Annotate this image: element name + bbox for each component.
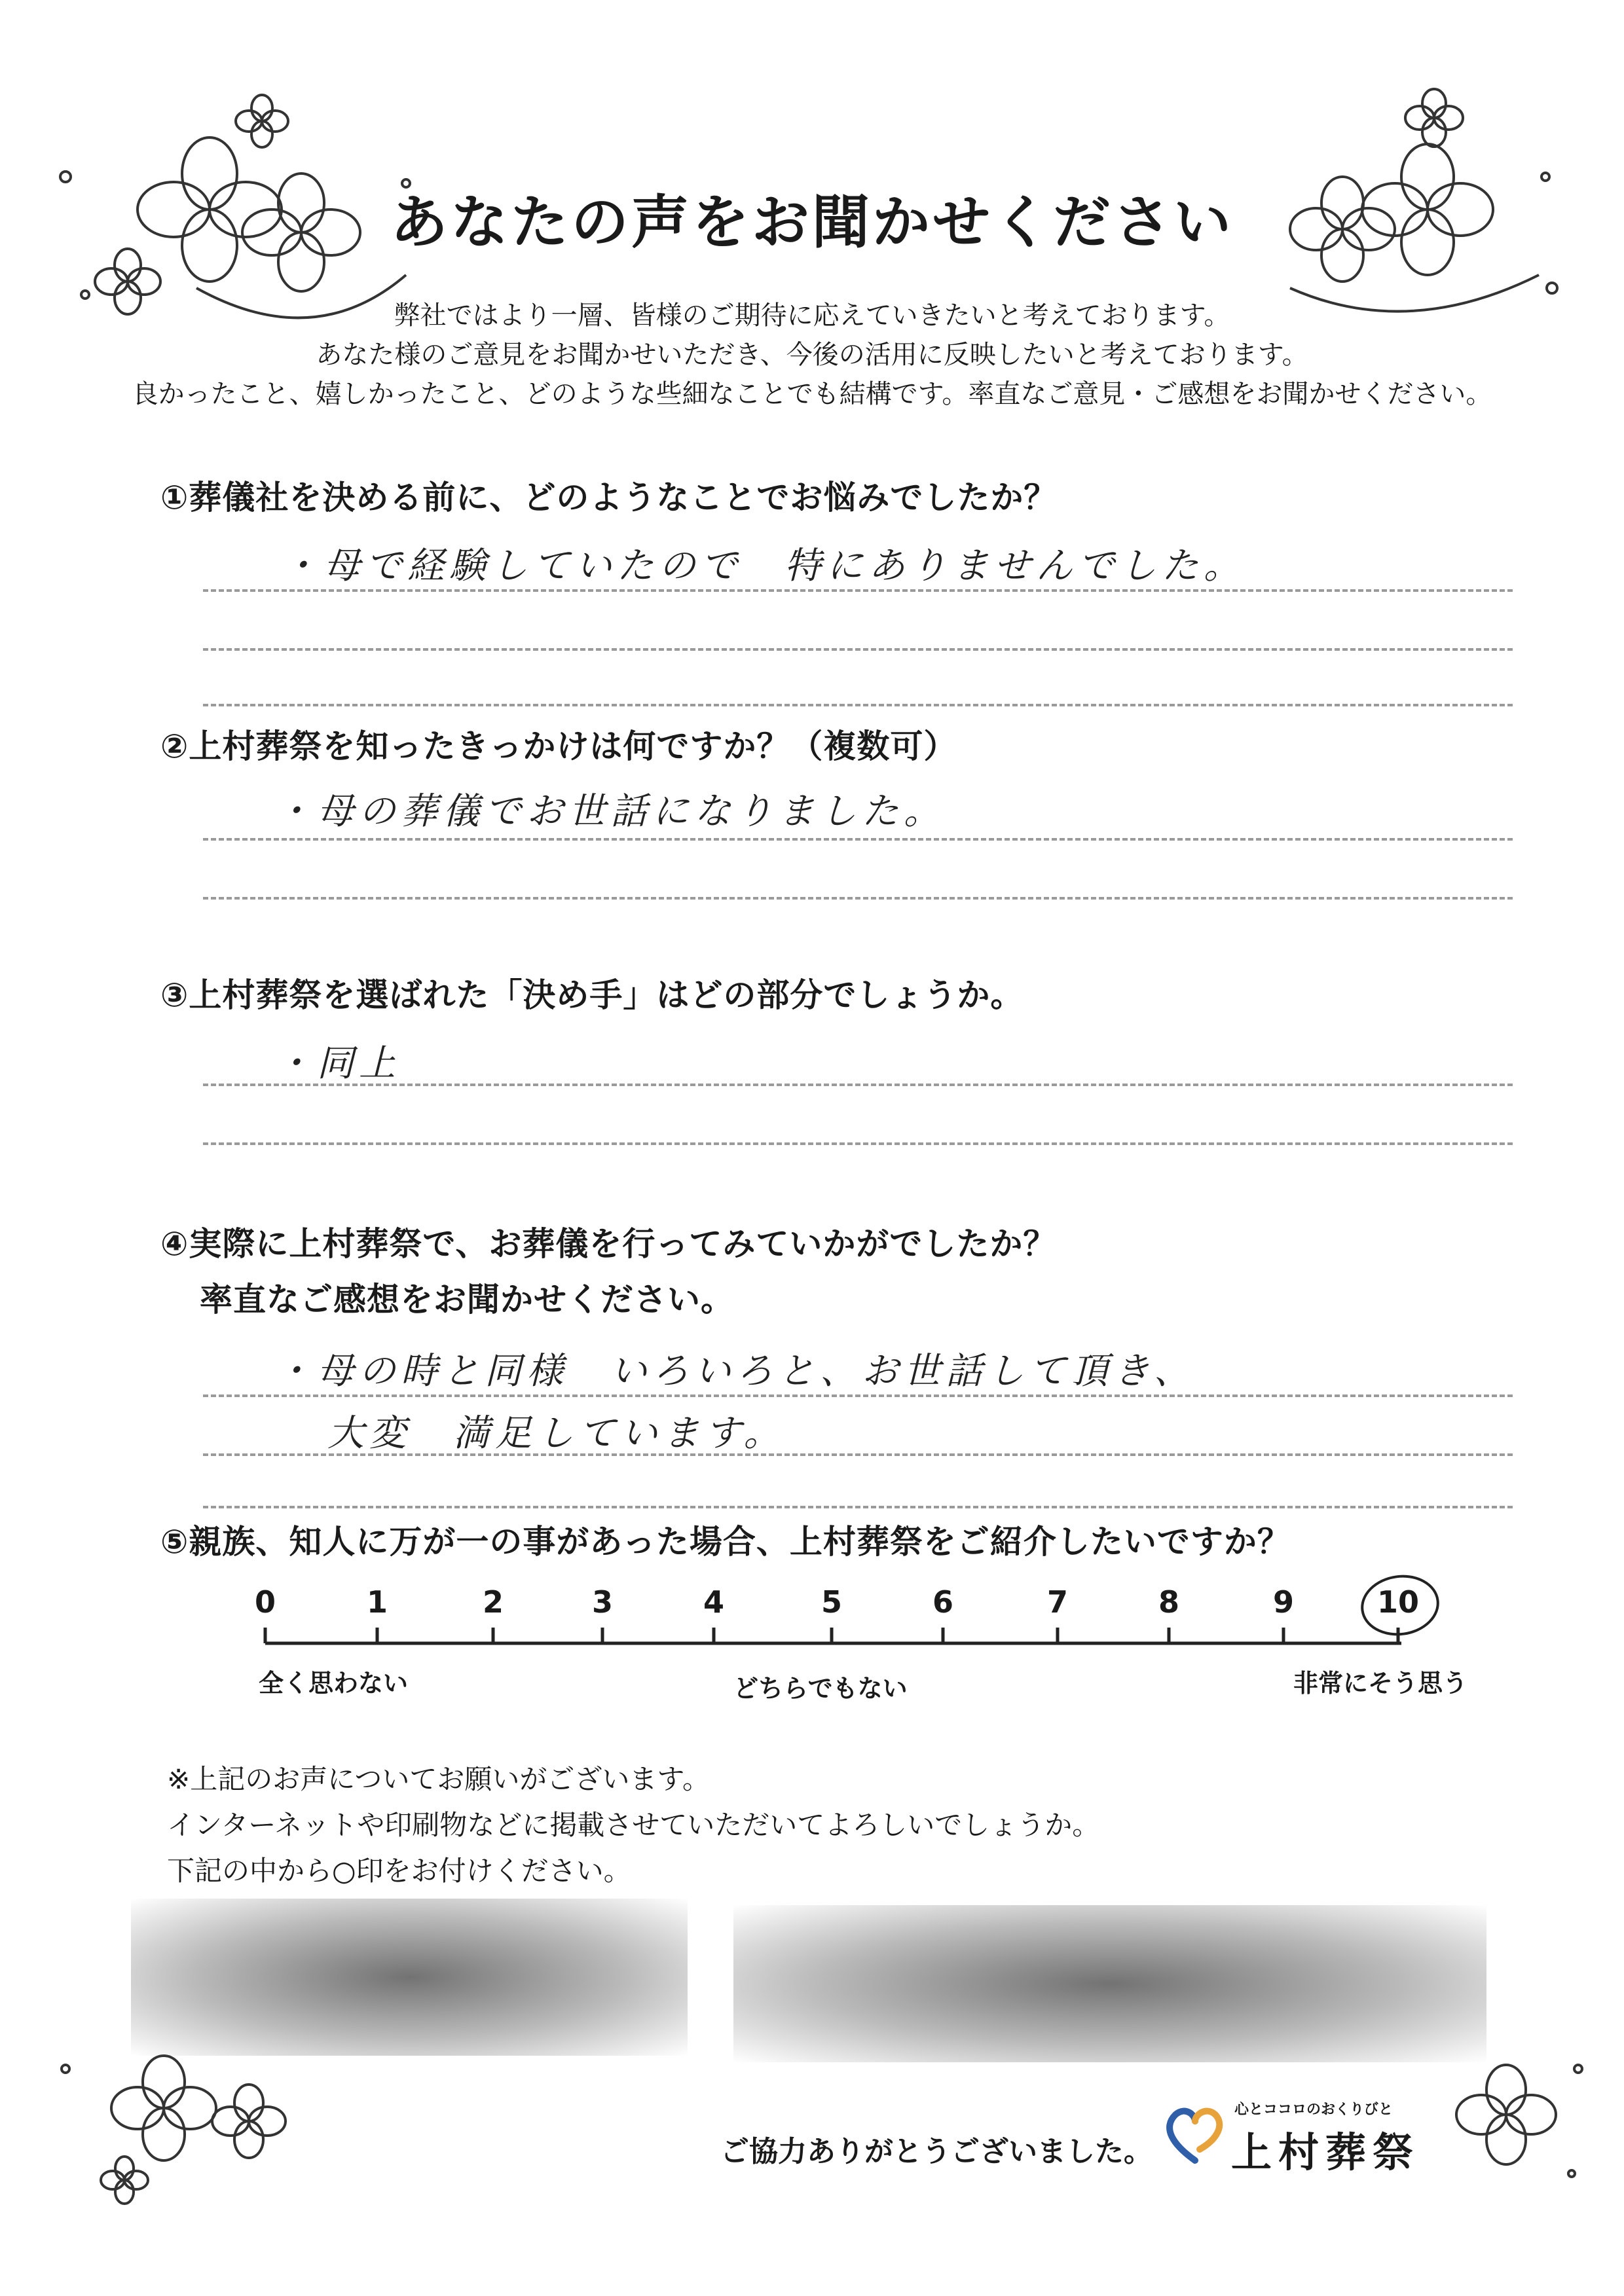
note-line-1: ※上記のお声についてお願いがございます。 bbox=[167, 1763, 710, 1795]
question-4-subtitle: 率直なご感想をお聞かせください。 bbox=[200, 1281, 734, 1319]
answer-line bbox=[203, 1142, 1513, 1145]
scale-tick-0[interactable]: 0 bbox=[254, 1584, 276, 1620]
answer-line bbox=[203, 704, 1513, 706]
redacted-area-left bbox=[131, 1899, 688, 2056]
answer-line bbox=[203, 648, 1513, 651]
scale-label-high: 非常にそう思う bbox=[1293, 1669, 1468, 1698]
scale-tick-8[interactable]: 8 bbox=[1158, 1584, 1180, 1620]
scale-tick-9[interactable]: 9 bbox=[1272, 1584, 1295, 1620]
scale-tick-3[interactable]: 3 bbox=[591, 1584, 614, 1620]
answer-3: ・同上 bbox=[275, 1042, 401, 1085]
scale-tick-10[interactable]: 10 bbox=[1376, 1584, 1420, 1620]
intro-line-3: 良かったこと、嬉しかったこと、どのような些細なことでも結構です。率直なご意見・ご感想をお聞かせください。 bbox=[132, 379, 1492, 409]
selected-circle-mark bbox=[1356, 1571, 1447, 1643]
page-title: あなたの声をお聞かせください bbox=[390, 189, 1234, 256]
heart-logo-icon bbox=[1159, 2098, 1231, 2170]
question-1: ①葬儀社を決める前に、どのようなことでお悩みでしたか？ bbox=[160, 479, 1058, 517]
scale-tick-6[interactable]: 6 bbox=[932, 1584, 954, 1620]
clover-decoration-bottom-right bbox=[1428, 2043, 1598, 2200]
answer-line bbox=[203, 1394, 1513, 1397]
question-5: ⑤親族、知人に万が一の事があった場合、上村葬祭をご紹介したいですか？ bbox=[160, 1523, 1291, 1561]
thanks-message: ご協力ありがとうございました。 bbox=[720, 2135, 1153, 2168]
note-line-3: 下記の中から○印をお付けください。 bbox=[167, 1855, 631, 1887]
scale-label-low: 全く思わない bbox=[259, 1669, 409, 1698]
rating-scale bbox=[0, 1571, 1624, 1702]
question-2: ②上村葬祭を知ったきっかけは何ですか？（複数可） bbox=[160, 727, 957, 765]
answer-2: ・母の葬儀でお世話になりました。 bbox=[275, 790, 946, 833]
scale-tick-1[interactable]: 1 bbox=[366, 1584, 388, 1620]
scale-tick-7[interactable]: 7 bbox=[1046, 1584, 1069, 1620]
redacted-area-right bbox=[733, 1905, 1486, 2062]
answer-line bbox=[203, 1084, 1513, 1086]
answer-4-line-2: 大変 満足しています。 bbox=[327, 1412, 786, 1455]
answer-line bbox=[203, 1506, 1513, 1508]
answer-line bbox=[203, 589, 1513, 592]
question-4: ④実際に上村葬祭で、お葬儀を行ってみていかがでしたか？ bbox=[160, 1225, 1057, 1263]
logo-tagline: 心とココロのおくりびと bbox=[1234, 2102, 1393, 2118]
answer-line bbox=[203, 897, 1513, 900]
scale-tick-5[interactable]: 5 bbox=[821, 1584, 843, 1620]
scale-axis bbox=[249, 1624, 1428, 1663]
answer-line bbox=[203, 838, 1513, 841]
scale-label-mid: どちらでもない bbox=[733, 1674, 908, 1703]
answer-4-line-1: ・母の時と同様 いろいろと、お世話して頂き、 bbox=[275, 1350, 1196, 1393]
question-3: ③上村葬祭を選ばれた「決め手」はどの部分でしょうか。 bbox=[160, 976, 1024, 1014]
scale-tick-4[interactable]: 4 bbox=[703, 1584, 725, 1620]
intro-line-1: 弊社ではより一層、皆様のご期待に応えていきたいと考えております。 bbox=[394, 301, 1230, 331]
note-line-2: インターネットや印刷物などに掲載させていただいてよろしいでしょうか。 bbox=[167, 1809, 1100, 1841]
logo-name: 上村葬祭 bbox=[1231, 2128, 1420, 2176]
answer-1: ・母で経験していたので 特にありませんでした。 bbox=[282, 545, 1246, 587]
intro-line-2: あなた様のご意見をお聞かせいただき、今後の活用に反映したいと考えております。 bbox=[316, 340, 1308, 370]
scale-tick-2[interactable]: 2 bbox=[482, 1584, 504, 1620]
answer-line bbox=[203, 1453, 1513, 1456]
